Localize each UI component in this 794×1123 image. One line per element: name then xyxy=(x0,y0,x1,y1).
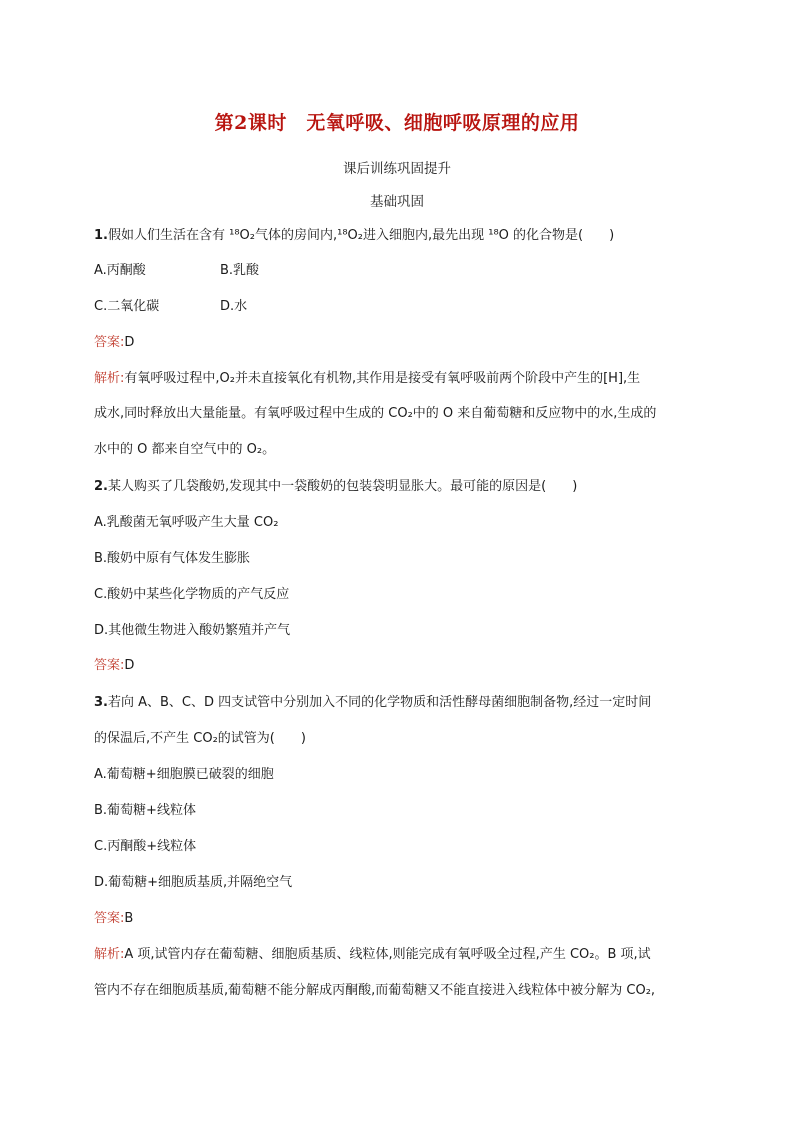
answer-value: D xyxy=(124,658,135,673)
analysis-3-line-1 xyxy=(94,946,709,964)
option-b: B.乳酸 xyxy=(220,263,260,278)
analysis-1-line-3: 水中的 O 都来自空气中的 O₂。 xyxy=(94,442,276,457)
answer-2 xyxy=(94,657,709,675)
analysis-label: 解析: xyxy=(94,371,125,386)
answer-1 xyxy=(94,334,709,352)
question-number: 1. xyxy=(94,228,108,243)
analysis-text: A 项,试管内存在葡萄糖、细胞质基质、线粒体,则能完成有氧呼吸全过程,产生 CO₂。B 项,试 xyxy=(124,947,651,962)
options-row-1 xyxy=(94,262,709,280)
question-2 xyxy=(94,478,709,496)
options-row-2 xyxy=(94,298,709,316)
analysis-1-line-2: 成水,同时释放出大量能量。有氧呼吸过程中生成的 CO₂中的 O 来自葡萄糖和反应物中的水,生成的 xyxy=(94,406,657,421)
answer-value: D xyxy=(124,335,135,350)
option-c: C.酸奶中某些化学物质的产气反应 xyxy=(94,587,290,602)
question-number: 2. xyxy=(94,479,108,494)
analysis-label: 解析: xyxy=(94,947,125,962)
answer-label: 答案: xyxy=(94,335,125,350)
page-title: 第2课时 无氧呼吸、细胞呼吸原理的应用 xyxy=(214,112,580,134)
answer-3 xyxy=(94,910,709,928)
option-a: A.丙酮酸 xyxy=(94,263,146,278)
option-d: D.其他微生物进入酸奶繁殖并产气 xyxy=(94,623,291,638)
option-d: D.水 xyxy=(220,299,248,314)
analysis-3-line-2: 管内不存在细胞质基质,葡萄糖不能分解成丙酮酸,而葡萄糖又不能直接进入线粒体中被分解为 CO₂, xyxy=(94,983,656,998)
question-text: 假如人们生活在含有 ¹⁸O₂气体的房间内,¹⁸O₂进入细胞内,最先出现 ¹⁸O 的化合物是( ) xyxy=(107,228,615,243)
question-3 xyxy=(94,694,709,712)
option-c: C.二氧化碳 xyxy=(94,299,160,314)
question-text: 某人购买了几袋酸奶,发现其中一袋酸奶的包装袋明显胀大。最可能的原因是( ) xyxy=(107,479,578,494)
section-heading: 基础巩固 xyxy=(370,194,424,210)
analysis-1-line-1 xyxy=(94,370,709,388)
question-number: 3. xyxy=(94,695,108,710)
option-b: B.葡萄糖+线粒体 xyxy=(94,803,196,818)
question-3-line-2: 的保温后,不产生 CO₂的试管为( ) xyxy=(94,731,306,746)
analysis-text: 有氧呼吸过程中,O₂并未直接氧化有机物,其作用是接受有氧呼吸前两个阶段中产生的[H],生 xyxy=(124,371,641,386)
option-c: C.丙酮酸+线粒体 xyxy=(94,839,197,854)
option-d: D.葡萄糖+细胞质基质,并隔绝空气 xyxy=(94,875,293,890)
answer-label: 答案: xyxy=(94,658,125,673)
option-b: B.酸奶中原有气体发生膨胀 xyxy=(94,551,251,566)
question-text: 若向 A、B、C、D 四支试管中分别加入不同的化学物质和活性酵母菌细胞制备物,经过一定时间 xyxy=(107,695,652,710)
answer-value: B xyxy=(124,911,134,926)
page-subtitle: 课后训练巩固提升 xyxy=(343,161,451,177)
option-a: A.葡萄糖+细胞膜已破裂的细胞 xyxy=(94,767,274,782)
question-1 xyxy=(94,227,709,245)
answer-label: 答案: xyxy=(94,911,125,926)
option-a: A.乳酸菌无氧呼吸产生大量 CO₂ xyxy=(94,515,279,530)
